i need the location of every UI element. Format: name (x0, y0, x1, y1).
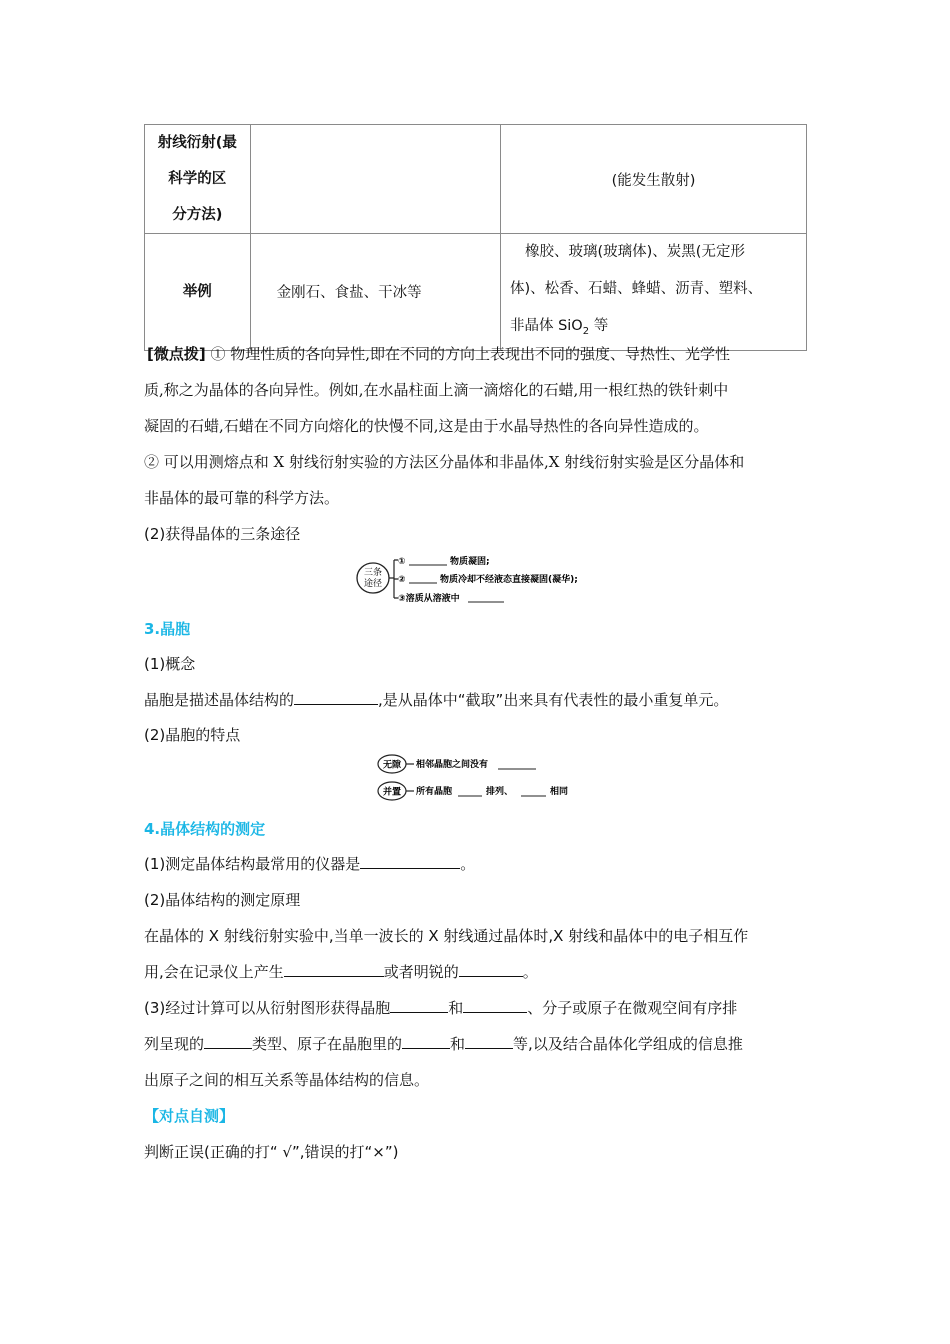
subsection-title: (1)概念 (144, 655, 196, 673)
table-cell-amorphous: (能发生散射) (500, 125, 806, 234)
tip-line: ② 可以用测熔点和 X 射线衍射实验的方法区分晶体和非晶体,X 射线衍射实验是区分晶体和 (144, 453, 745, 471)
question-line (144, 846, 475, 882)
paragraph-line (144, 1026, 743, 1062)
text: 列呈现的 (144, 1035, 205, 1053)
diagram-text: 相同 (550, 787, 569, 797)
text: 、分子或原子在微观空间有序排 (527, 999, 738, 1017)
text: (3)经过计算可以从衍射图形获得晶胞 (144, 999, 391, 1017)
tip-line: 凝固的石蜡,石蜡在不同方向熔化的快慢不同,这是由于水晶导热性的各向异性造成的。 (144, 417, 709, 435)
row-label-line: 射线衍射(最 (157, 135, 237, 151)
section-heading: 4.晶体结构的测定 (144, 820, 266, 838)
tip-line (147, 336, 730, 372)
fill-blank (284, 960, 384, 977)
section-title: (2)获得晶体的三条途径 (144, 525, 301, 543)
table-row (145, 125, 807, 234)
diagram-item: ② (398, 575, 406, 585)
paragraph-line: 出原子之间的相互关系等晶体结构的信息。 (144, 1071, 430, 1089)
text: 。 (522, 963, 538, 981)
comparison-table (144, 124, 807, 351)
formula-text: 非晶体 SiO (509, 318, 583, 334)
text: ,是从晶体中“截取”出来具有代表性的最小重复单元。 (378, 691, 729, 709)
text: 等,以及结合晶体化学组成的信息推 (513, 1035, 743, 1053)
table-cell-crystal-example: 金刚石、食盐、干冰等 (250, 234, 500, 351)
text: 晶胞是描述晶体结构的 (144, 691, 295, 709)
three-ways-diagram (354, 552, 604, 608)
table-cell-crystal (250, 125, 500, 234)
diagram-bracket (389, 560, 398, 598)
paragraph-line (144, 954, 538, 990)
text: 。 (460, 855, 476, 873)
concept-line (144, 682, 728, 718)
row-label-example: 举例 (145, 234, 251, 351)
formula-subscript: 2 (582, 325, 590, 337)
fill-blank (402, 1032, 450, 1049)
text: 和 (448, 999, 464, 1017)
tip-tag: [微点拨] (147, 345, 206, 363)
fill-blank (459, 960, 523, 977)
fill-blank (390, 996, 448, 1013)
subsection-title: (2)晶体结构的测定原理 (144, 891, 301, 909)
row-label-line: 科学的区 (168, 171, 227, 187)
diagram-text: 相邻晶胞之间没有 (416, 760, 489, 770)
fill-blank (360, 852, 460, 869)
fill-blank (294, 688, 378, 705)
diagram-item: 物质冷却不经液态直接凝固(凝华); (440, 575, 578, 585)
row-label-line: 分方法) (172, 207, 223, 223)
fill-blank (463, 996, 527, 1013)
fill-blank (465, 1032, 513, 1049)
subsection-title: (2)晶胞的特点 (144, 726, 241, 744)
paragraph-line (144, 990, 737, 1026)
section-heading: 3.晶胞 (144, 620, 191, 638)
selftest-heading: 【对点自测】 (144, 1107, 235, 1125)
table-cell-amorphous-example (500, 234, 806, 351)
selftest-instruction: 判断正误(正确的打“ √”,错误的打“×”) (144, 1143, 399, 1161)
text: 或者明锐的 (383, 963, 459, 981)
text: 用,会在记录仪上产生 (144, 963, 284, 981)
unit-cell-diagram (376, 752, 586, 802)
tip-line: 质,称之为晶体的各向异性。例如,在水晶柱面上滴一滴熔化的石蜡,用一根红热的铁针刺中 (144, 381, 729, 399)
diagram-node-text: 无隙 (382, 760, 402, 771)
diagram-item: ③溶质从溶液中 (398, 594, 460, 604)
text: 和 (450, 1035, 466, 1053)
table-row (145, 234, 807, 351)
diagram-item: 物质凝固; (450, 557, 490, 567)
diagram-center-text: 三条 (363, 568, 383, 578)
diagram-text: 所有晶胞 (416, 787, 453, 797)
diagram-text: 排列、 (486, 787, 514, 797)
diagram-node-text: 并置 (382, 787, 402, 798)
text: (1)测定晶体结构最常用的仪器是 (144, 855, 361, 873)
diagram-item: ① (398, 557, 406, 567)
diagram-center-text: 途径 (363, 579, 383, 589)
fill-blank (204, 1032, 252, 1049)
text: 类型、原子在晶胞里的 (252, 1035, 403, 1053)
cell-line: 体)、松香、石蜡、蜂蜡、沥青、塑料、 (509, 281, 763, 297)
tip-text: ① 物理性质的各向异性,即在不同的方向上表现出不同的强度、导热性、光学性 (205, 345, 731, 363)
paragraph-line: 在晶体的 X 射线衍射实验中,当单一波长的 X 射线通过晶体时,X 射线和晶体中的电子相互作 (144, 927, 749, 945)
formula-suffix: 等 (589, 318, 609, 334)
row-label-xray (145, 125, 251, 234)
tip-line: 非晶体的最可靠的科学方法。 (144, 489, 340, 507)
cell-line: 橡胶、玻璃(玻璃体)、炭黑(无定形 (524, 244, 745, 260)
